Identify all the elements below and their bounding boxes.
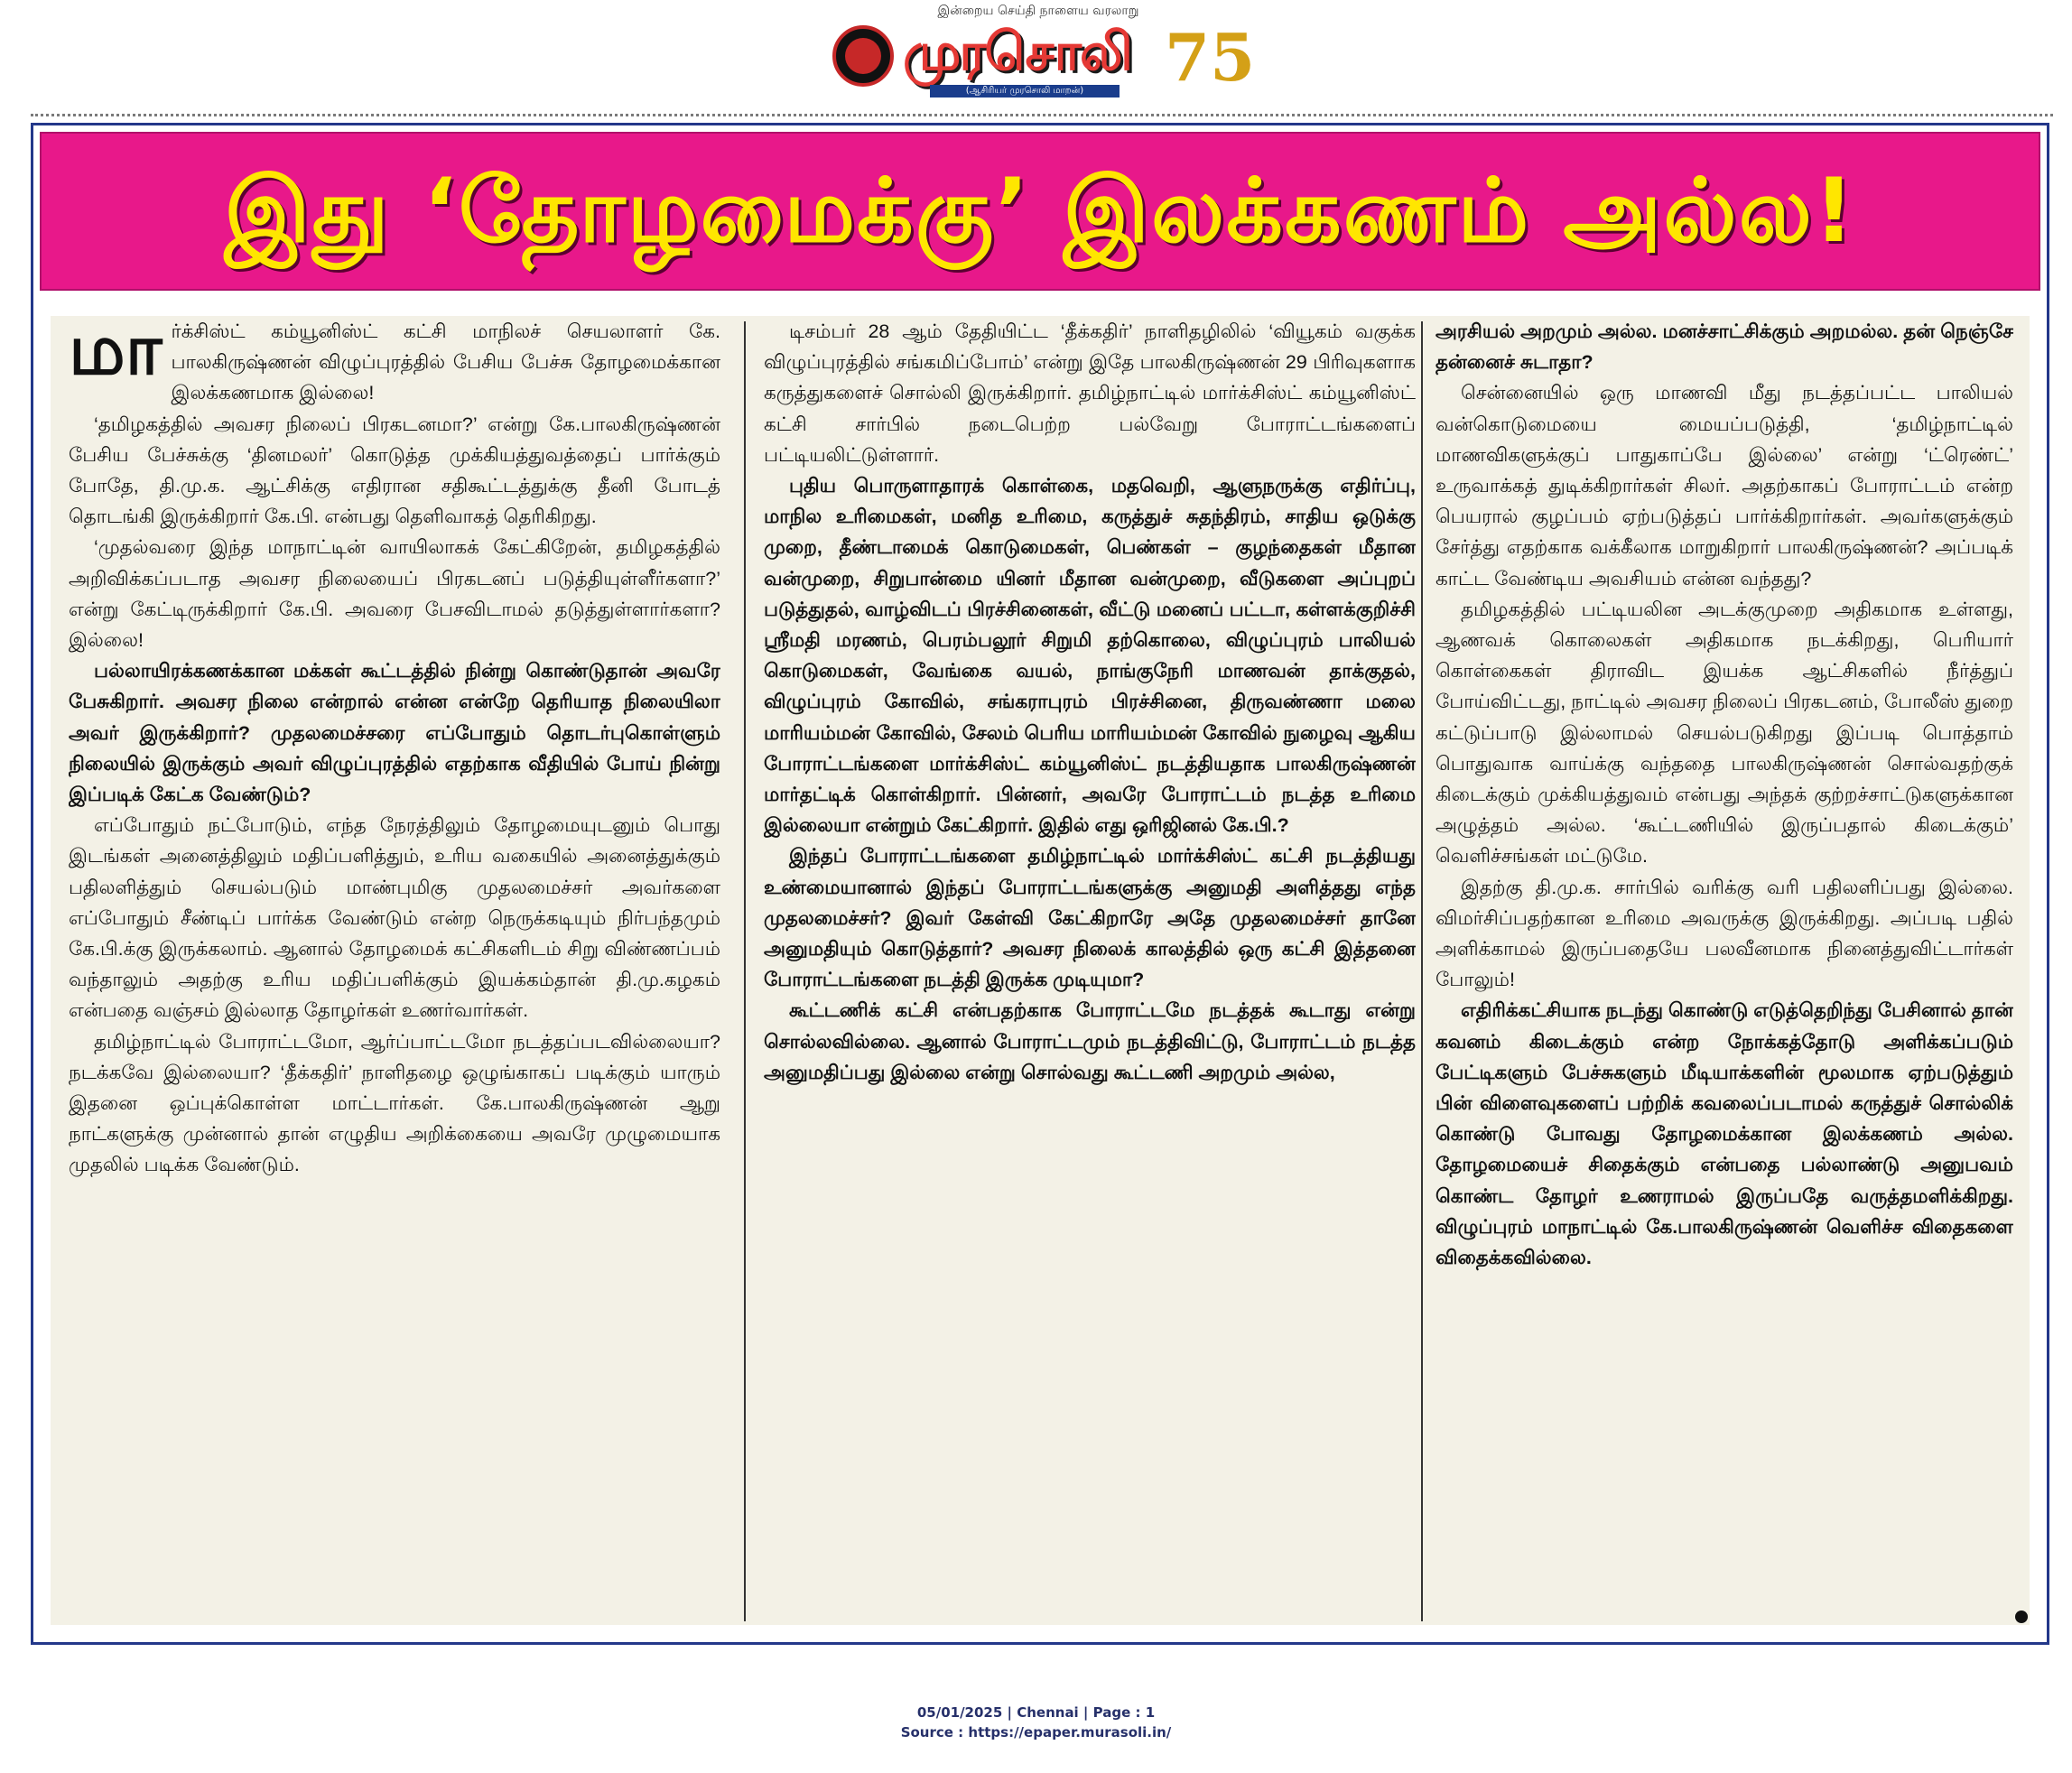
article-body	[51, 316, 2030, 1625]
paragraph: எதிரிக்கட்சியாக நடந்து கொண்டு எடுத்தெறிந்து பேசினால் தான் கவனம் கிடைக்கும் என்ற நோக்கத்தோடு அளிக்கப்படும் பேட்டிகளும் பேச்சுகளும் மீடியாக்களின் மூலமாக ஏற்படுத்தும் பின் விளைவுகளைப் பற்றிக் கவலைப்படாமல் கருத்துச் சொல்லிக் கொண்டு போவது தோழமைக்கான இலக்கணம் அல்ல. தோழமையைச் சிதைக்கும் என்பதை பல்லாண்டு அனுபவம் கொண்ட தோழர் உணராமல் இருப்பதே வருத்தமளிக்கிறது. விழுப்புரம் மாநாட்டில் கே.பாலகிருஷ்ணன் வெளிச்ச விதைகளை விதைக்கவில்லை.	[1436, 999, 2013, 1269]
masthead-subline: (ஆசிரியர் முரசொலி மாறன்)	[930, 85, 1120, 97]
anniversary-number: 75	[1165, 19, 1256, 96]
paragraph: எப்போதும் நட்போடும், எந்த நேரத்திலும் தோழமையுடனும் பொது இடங்கள் அனைத்திலும் மதிப்பளித்தும், உரிய வகையில் அனைத்துக்கும் பதிலளித்தும் செயல்படும் மாண்புமிகு முதலமைச்சர் அவர்களை எப்போதும் சீண்டிப் பார்க்க வேண்டும் என்ற நெருக்கடியும் நிர்பந்தமும் கே.பி.க்கு இருக்கலாம். ஆனால் தோழமைக் கட்சிகளிடம் சிறு விண்ணப்பம் வந்தாலும் அதற்கு உரிய மதிப்பளிக்கும் இயக்கம்தான் தி.மு.கழகம் என்பதை வஞ்சம் இல்லாத தோழர்கள் உணர்வார்கள்.	[69, 814, 720, 1022]
anniversary-badge	[1165, 14, 1256, 101]
footer-date-line: 05/01/2025 | Chennai | Page : 1	[916, 1704, 1156, 1721]
paragraph: பல்லாயிரக்கணக்கான மக்கள் கூட்டத்தில் நின்று கொண்டுதான் அவரே பேசுகிறார். அவசர நிலை என்றால் என்ன என்றே தெரியாத நிலையிலா அவர் இருக்கிறார்? முதலமைச்சரை எப்போதும் தொடர்புகொள்ளும் நிலையில் இருக்கும் அவர் விழுப்புரத்தில் எதற்காக வீதியில் போய் நின்று இப்படிக் கேட்க வேண்டும்?	[69, 660, 720, 806]
paragraph: ‘தமிழகத்தில் அவசர நிலைப் பிரகடனமா?’ என்று கே.பாலகிருஷ்ணன் பேசிய பேச்சுக்கு ‘தினமலர்’ கொடுத்த முக்கியத்துவத்தைப் பார்க்கும் போதே, தி.மு.க. ஆட்சிக்கு எதிரான சதிகூட்டத்துக்கு தீனி போடத் தொடங்கி இருக்கிறார் கே.பி. என்பது தெளிவாகத் தெரிகிறது.	[69, 413, 720, 528]
headline-banner	[40, 132, 2040, 291]
paragraph: தமிழகத்தில் பட்டியலின அடக்குமுறை அதிகமாக உள்ளது, ஆணவக் கொலைகள் அதிகமாக நடக்கிறது, பெரியார் கொள்கைகள் திராவிட இயக்க ஆட்சிகளில் நீர்த்துப் போய்விட்டது, நாட்டில் அவசர நிலைப் பிரகடனம், போலீஸ் துறை கட்டுப்பாடு இல்லாமல் செயல்படுகிறது இப்படி பொத்தாம் பொதுவாக வாய்க்கு வந்ததை பாலகிருஷ்ணன் சொல்வதற்குக் கிடைக்கும் முக்கியத்துவம் என்பது அந்தக் குற்றச்சாட்டுகளுக்கான அழுத்தம் அல்ல. ‘கூட்டணியில் இருப்பதால் கிடைக்கும்’ வெளிச்சங்கள் மட்டுமே.	[1436, 598, 2013, 868]
paragraph: புதிய பொருளாதாரக் கொள்கை, மதவெறி, ஆளுநருக்கு எதிர்ப்பு, மாநில உரிமைகள், மனித உரிமை, கருத்துச் சுதந்திரம், சாதிய ஒடுக்கு முறை, தீண்டாமைக் கொடுமைகள், பெண்கள் – குழந்தைகள் மீதான வன்முறை, சிறுபான்மை யினர் மீதான வன்முறை, வீடுகளை அப்புறப் படுத்துதல், வாழ்விடப் பிரச்சினைகள், வீட்டு மனைப் பட்டா, கள்ளக்குறிச்சி ஸ்ரீமதி மரணம், பெரம்பலூர் சிறுமி தற்கொலை, விழுப்புரம் பாலியல் கொடுமைகள், வேங்கை வயல், நாங்குநேரி மாணவன் தாக்குதல், விழுப்புரம் கோவில், சங்கராபுரம் பிரச்சினை, திருவண்ணா மலை மாரியம்மன் கோவில், சேலம் பெரிய மாரியம்மன் கோவில் நுழைவு ஆகிய போராட்டங்களை மார்க்சிஸ்ட் கம்யூனிஸ்ட் நடத்தியதாக பாலகிருஷ்ணன் மார்தட்டிக் கொள்கிறார். பின்னர், அவரே போராட்டம் நடத்த உரிமை இல்லையா என்றும் கேட்கிறார். இதில் எது ஒரிஜினல் கே.பி.?	[764, 475, 1416, 837]
article-column-3	[1436, 316, 2013, 1625]
paragraph: ‘முதல்வரை இந்த மாநாட்டின் வாயிலாகக் கேட்கிறேன், தமிழகத்தில் அறிவிக்கப்படாத அவசர நிலையைப் பிரகடனப் படுத்தியுள்ளீர்களா?’ என்று கேட்டிருக்கிறார் கே.பி. அவரை பேசவிடாமல் தடுத்துள்ளார்களா? இல்லை!	[69, 536, 720, 652]
headline: இது ‘தோழமைக்கு’ இலக்கணம் அல்ல!	[224, 160, 1856, 263]
article-column-1	[69, 316, 720, 1625]
party-emblem-icon	[832, 25, 894, 87]
paragraph: இதற்கு தி.மு.க. சார்பில் வரிக்கு வரி பதிலளிப்பது இல்லை. விமர்சிப்பதற்கான உரிமை அவருக்கு இருக்கிறது. அப்படி பதில் அளிக்காமல் இருப்பதையே பலவீனமாக நினைத்துவிட்டார்கள் போலும்!	[1436, 876, 2013, 991]
rising-sun-icon	[845, 38, 881, 74]
paragraph: இந்தப் போராட்டங்களை தமிழ்நாட்டில் மார்க்சிஸ்ட் கட்சி நடத்தியது உண்மையானால் இந்தப் போராட்டங்களுக்கு அனுமதி அளித்தது எந்த முதலமைச்சர்? இவர் கேள்வி கேட்கிறாரே அதே முதலமைச்சர் தானே அனுமதியும் கொடுத்தார்? அவசர நிலைக் காலத்தில் ஒரு கட்சி இத்தனை போராட்டங்களை நடத்தி இருக்க முடியுமா?	[764, 845, 1416, 991]
end-of-article-bullet	[2015, 1611, 2028, 1623]
paragraph-text: ர்க்சிஸ்ட் கம்யூனிஸ்ட் கட்சி மாநிலச் செயலாளர் கே. பாலகிருஷ்ணன் விழுப்புரத்தில் பேசிய பேச்சு தோழமைக்கான இலக்கணமாக இல்லை!	[171, 320, 720, 404]
masthead	[0, 0, 2072, 108]
paragraph: டிசம்பர் 28 ஆம் தேதியிட்ட ‘தீக்கதிர்’ நாளிதழிலில் ‘வியூகம் வகுக்க விழுப்புரத்தில் சங்கமிப்போம்’ என்று இதே பாலகிருஷ்ணன் 29 பிரிவுகளாக கருத்துகளைச் சொல்லி இருக்கிறார். தமிழ்நாட்டில் மார்க்சிஸ்ட் கம்யூனிஸ்ட் கட்சி சார்பில் நடைபெற்ற பல்வேறு போராட்டங்களைப் பட்டியலிட்டுள்ளார்.	[764, 320, 1416, 466]
column-divider	[1421, 321, 1423, 1621]
paragraph: தமிழ்நாட்டில் போராட்டமோ, ஆர்ப்பாட்டமோ நடத்தப்படவில்லையா? நடக்கவே இல்லையா? ‘தீக்கதிர்’ நாளிதழை ஒழுங்காகப் படிக்கும் யாரும் இதனை ஒப்புக்கொள்ள மாட்டார்கள். கே.பாலகிருஷ்ணன் ஆறு நாட்களுக்கு முன்னால் தான் எழுதிய அறிக்கையை அவரே முழுமையாக முதலில் படிக்க வேண்டும்.	[69, 1030, 720, 1176]
article-column-2	[764, 316, 1416, 1625]
masthead-divider	[31, 114, 2053, 116]
paragraph: கூட்டணிக் கட்சி என்பதற்காக போராட்டமே நடத்தக் கூடாது என்று சொல்லவில்லை. ஆனால் போராட்டமும் நடத்திவிட்டு, போராட்டம் நடத்த அனுமதிப்பது இல்லை என்று சொல்வது கூட்டணி அறமும் அல்ல,	[764, 999, 1416, 1083]
masthead-tagline: இன்றைய செய்தி நாளைய வரலாறு	[937, 4, 1139, 18]
drop-cap: மா	[69, 316, 163, 389]
paragraph: அரசியல் அறமும் அல்ல. மனச்சாட்சிக்கும் அறமல்ல. தன் நெஞ்சே தன்னைச் சுடாதா?	[1436, 320, 2013, 374]
footer-source-link[interactable]: Source : https://epaper.murasoli.in/	[900, 1724, 1172, 1741]
column-divider	[744, 321, 746, 1621]
paragraph	[69, 316, 720, 409]
newspaper-logo[interactable]: முரசொலி	[903, 21, 1131, 82]
page-footer	[0, 1703, 2072, 1742]
paragraph: சென்னையில் ஒரு மாணவி மீது நடத்தப்பட்ட பாலியல் வன்கொடுமையை மையப்படுத்தி, ‘தமிழ்நாட்டில் மாணவிகளுக்குப் பாதுகாப்பே இல்லை’ என்று ‘ட்ரெண்ட்’ உருவாக்கத் துடிக்கிறார்கள் சிலர். அதற்காகப் போராட்டம் என்ற பெயரால் குழப்பம் ஏற்படுத்தப் பார்க்கிறார்கள். அவர்களுக்கும் சேர்த்து எதற்காக வக்கீலாக மாறுகிறார் பாலகிருஷ்ணன்? அப்படிக் காட்ட வேண்டிய அவசியம் என்ன வந்தது?	[1436, 382, 2013, 589]
